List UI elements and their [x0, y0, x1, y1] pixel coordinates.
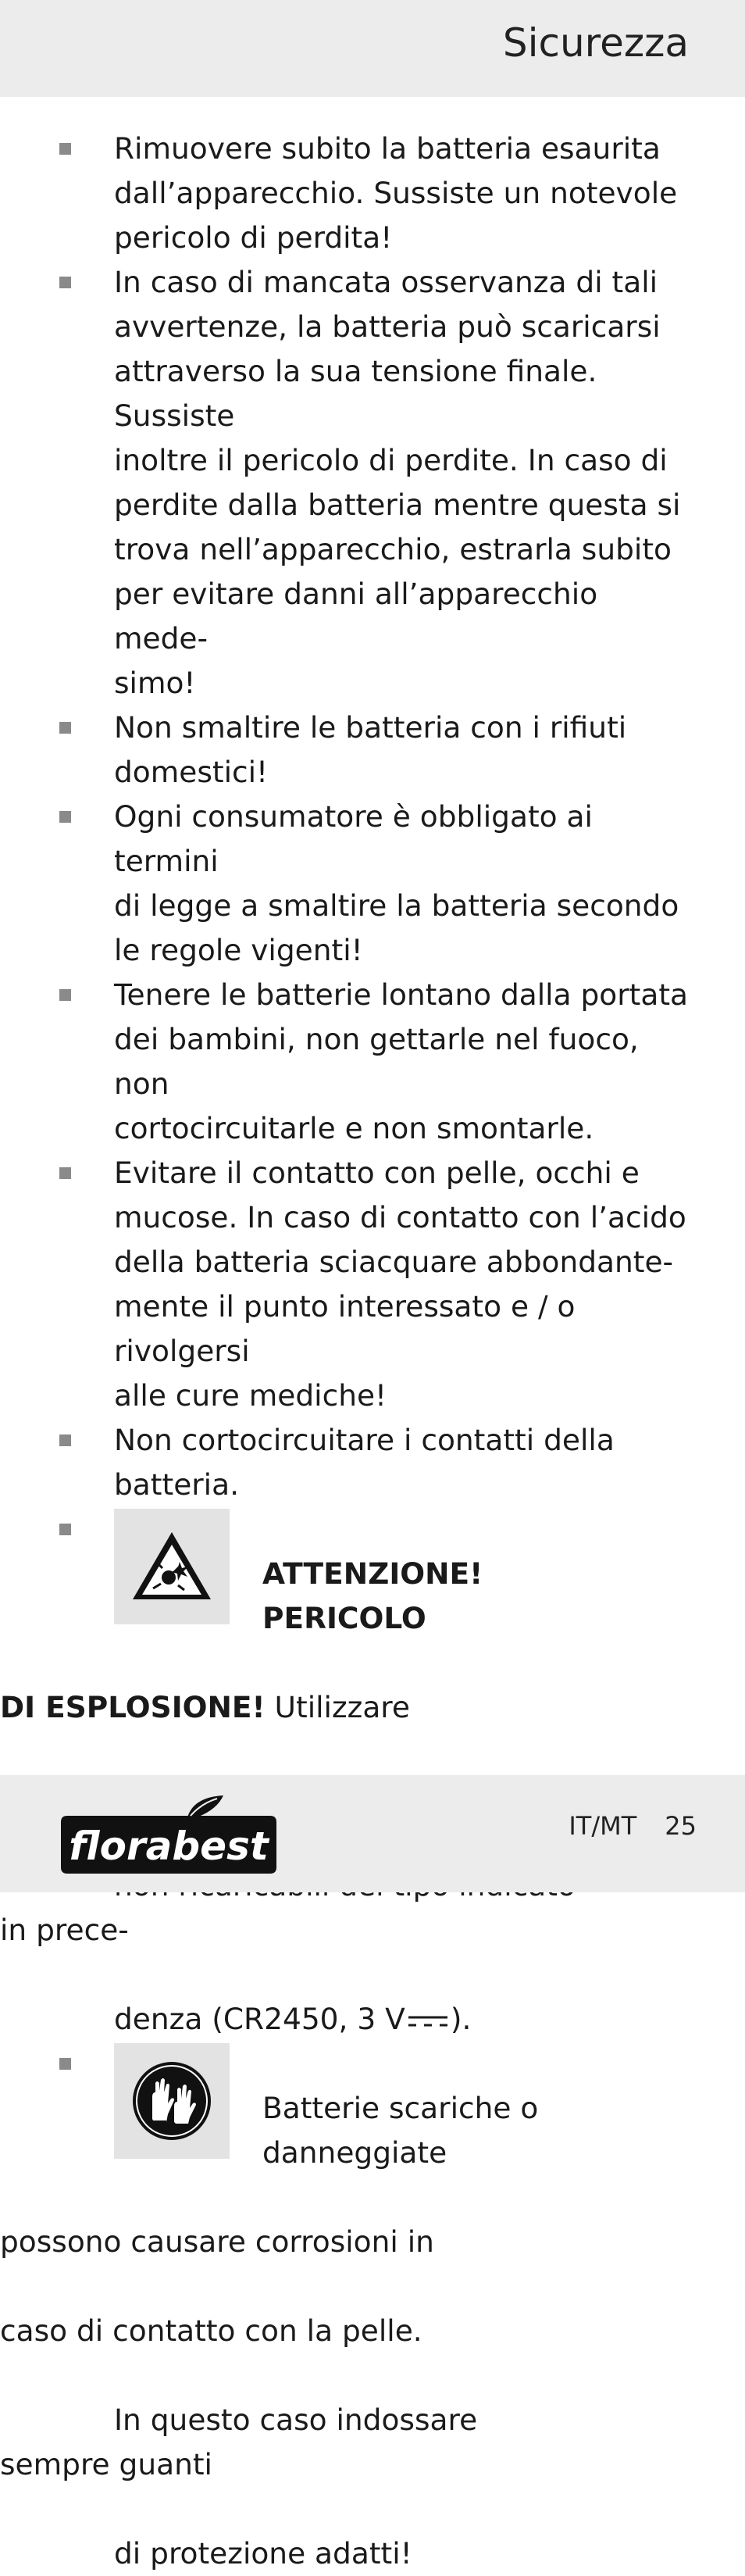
florabest-logo [56, 1792, 281, 1878]
page-title: Sicurezza [502, 20, 689, 66]
warning-heading: ATTENZIONE! PERICOLO [262, 1556, 483, 1635]
warning-text: In questo caso indossare sempre guanti [0, 2403, 478, 2481]
bullet-marker [59, 1167, 71, 1179]
page-header [0, 0, 745, 97]
direct-current-symbol [405, 2013, 451, 2030]
warning-text: possono causare corrosioni in [0, 2224, 434, 2259]
list-item-text: In caso di mancata osservanza di tali avvertenze, la batteria può scaricarsi attraverso la sua tensione finale. Sussiste inoltre il pericolo di perdite. In caso di perdite dalla batteria mentre questa si trova nell’apparecchio, estrarla subito per evitare danni all’apparecchio mede- simo! [114, 265, 681, 700]
list-item [0, 973, 745, 1151]
warning-text: in prece- [0, 1913, 129, 1947]
list-item [0, 127, 745, 260]
list-item [0, 1418, 745, 1507]
warning-text: Utilizzare [265, 1690, 410, 1724]
bullet-marker [59, 722, 71, 734]
warning-text: Batterie scariche o danneggiate [262, 2091, 539, 2170]
warning-text: caso di contatto con la pelle. [0, 2313, 422, 2348]
bullet-marker [59, 1434, 71, 1446]
gloves-warning-item [0, 2042, 745, 2576]
language-code: IT/MT [569, 1811, 637, 1841]
list-item-text: Non cortocircuitare i contatti della batteria. [114, 1423, 615, 1502]
explosion-warning-icon [114, 1509, 230, 1624]
list-item [0, 706, 745, 795]
list-item-text: Non smaltire le batteria con i rifiuti domestici! [114, 710, 627, 789]
list-item-text: Rimuovere subito la batteria esaurita dall’apparecchio. Sussiste un notevole pericolo di perdita! [114, 131, 678, 255]
warning-text: ). [450, 2002, 472, 2036]
list-item [0, 1151, 745, 1418]
brand-name: florabest [69, 1824, 269, 1869]
page-footer [0, 1775, 745, 1892]
warning-text: di protezione adatti! [114, 2536, 412, 2571]
list-item-text: Ogni consumatore è obbligato ai termini di legge a smaltire la batteria secondo le regole vigenti! [114, 799, 679, 967]
list-item-text: Tenere le batterie lontano dalla portata dei bambini, non gettarle nel fuoco, non cortocircuitarle e non smontarle. [114, 977, 689, 1145]
list-item [0, 260, 745, 706]
explosion-warning-item [0, 1507, 745, 2042]
page-info [569, 1811, 697, 1841]
bullet-marker [59, 1524, 71, 1535]
bullet-marker [59, 277, 71, 288]
list-item [0, 795, 745, 973]
bullet-marker [59, 989, 71, 1001]
warning-text: denza (CR2450, 3 V [114, 2002, 405, 2036]
bullet-marker [59, 811, 71, 823]
bullet-marker [59, 2058, 71, 2070]
safety-list [0, 127, 745, 2576]
warning-heading: DI ESPLOSIONE! [0, 1690, 266, 1724]
bullet-marker [59, 143, 71, 155]
page-number: 25 [665, 1811, 697, 1841]
list-item-text: Evitare il contatto con pelle, occhi e mucose. In caso di contatto con l’acido della batteria sciacquare abbondante- mente il punto interessato e / o rivolgersi alle cure mediche! [114, 1156, 686, 1413]
protective-gloves-icon [114, 2043, 230, 2159]
